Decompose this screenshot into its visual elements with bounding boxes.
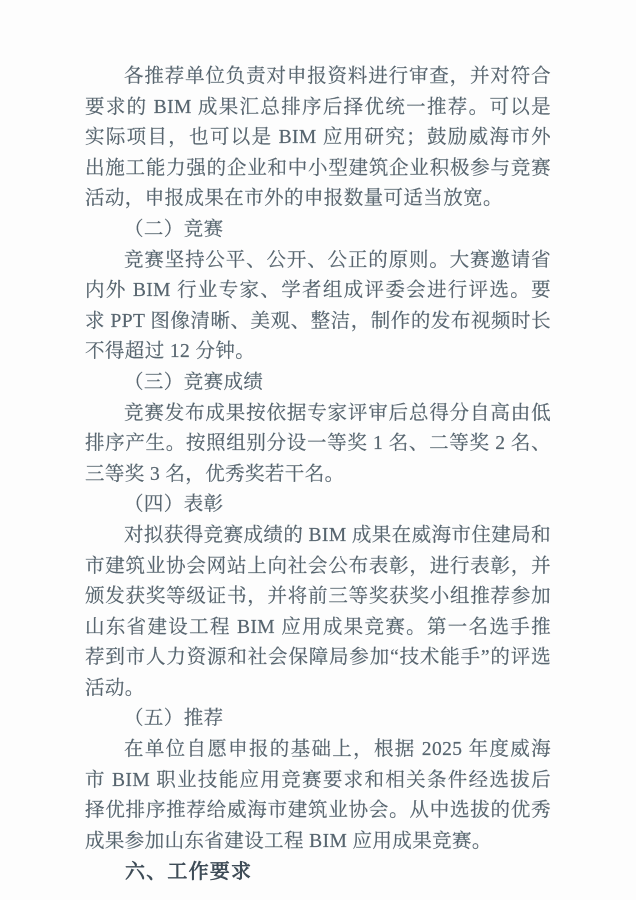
subsection-heading-recommendation: （五）推荐 — [124, 708, 224, 730]
document-body — [85, 62, 551, 888]
paragraph-recommendation-review: 各推荐单位负责对申报资料进行审查，并对符合要求的 BIM 成果汇总排序后择优统一推荐。可以是实际项目，也可以是 BIM 应用研究；鼓励威海市外出施工能力强的企业和中小型建筑企业积极参与竞赛活动，申报成果在市外的申报数量可适当放宽。 — [85, 66, 551, 210]
section-heading-work-requirements: 六、工作要求 — [125, 861, 253, 884]
paragraph-commendation-details: 对拟获得竞赛成绩的 BIM 成果在威海市住建局和市建筑业协会网站上向社会公布表彰，进行表彰，并颁发获奖等级证书，并将前三等奖获奖小组推荐参加山东省建设工程 BIM 应用成果竞赛。第一名选手推荐到市人力资源和社会保障局参加“技术能手”的评选活动。 — [85, 524, 551, 699]
paragraph-awards-ranking: 竞赛发布成果按依据专家评审后总得分自高由低排序产生。按照组别分设一等奖 1 名、二等奖 2 名、三等奖 3 名，优秀奖若干名。 — [85, 402, 551, 485]
paragraph-recommendation-details: 在单位自愿申报的基础上，根据 2025 年度威海市 BIM 职业技能应用竞赛要求和相关条件经选拔后择优排序推荐给威海市建筑业协会。从中选拔的优秀成果参加山东省建设工程 BIM 应用成果竞赛。 — [85, 739, 551, 852]
subsection-heading-competition-results: （三）竞赛成绩 — [124, 371, 264, 393]
subsection-heading-commendation: （四）表彰 — [124, 494, 224, 516]
paragraph-competition-principles: 竞赛坚持公平、公开、公正的原则。大赛邀请省内外 BIM 行业专家、学者组成评委会进行评选。要求 PPT 图像清晰、美观、整洁，制作的发布视频时长不得超过 12 分钟。 — [85, 249, 551, 363]
subsection-heading-competition: （二）竞赛 — [124, 218, 224, 240]
